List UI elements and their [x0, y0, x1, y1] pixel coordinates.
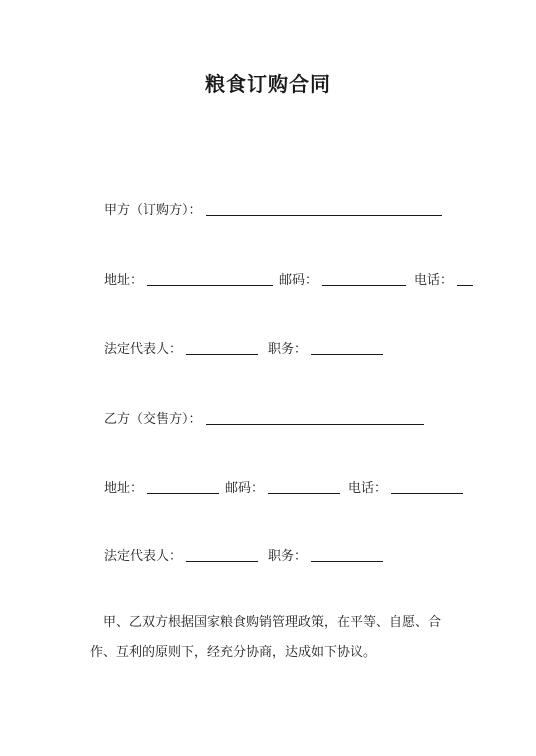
party-b-legal-rep-label: 法定代表人： — [104, 549, 183, 564]
party-a-line — [104, 198, 446, 218]
party-b-position-label: 职务： — [268, 549, 308, 564]
party-b-position-blank — [311, 547, 383, 562]
party-a-postcode-label: 邮码： — [279, 273, 319, 288]
party-b-legal-rep-line — [104, 544, 387, 564]
party-b-address-line — [104, 476, 467, 496]
party-b-phone-label: 电话： — [348, 481, 388, 496]
party-a-address-line — [104, 268, 477, 288]
party-b-legal-rep-blank — [186, 547, 258, 562]
preamble-paragraph: 甲、乙双方根据国家粮食购销管理政策，在平等、自愿、合作、互利的原则下，经充分协商，达成如下协议。 — [90, 615, 442, 660]
party-a-label: 甲方（订购方）： — [104, 203, 202, 218]
party-b-address-blank — [147, 479, 219, 494]
party-a-phone-blank — [457, 271, 473, 286]
party-b-address-label: 地址： — [104, 481, 144, 496]
party-b-label: 乙方（交售方）： — [104, 412, 202, 427]
party-a-address-blank — [147, 271, 273, 286]
party-b-phone-blank — [391, 479, 463, 494]
party-a-legal-rep-blank — [186, 340, 258, 355]
party-a-phone-label: 电话： — [414, 273, 454, 288]
party-a-position-label: 职务： — [268, 342, 308, 357]
party-b-blank — [206, 410, 424, 425]
party-a-blank — [206, 201, 442, 216]
party-b-line — [104, 407, 428, 427]
party-b-postcode-label: 邮码： — [225, 481, 265, 496]
party-a-address-label: 地址： — [104, 273, 144, 288]
party-b-postcode-blank — [268, 479, 340, 494]
party-a-position-blank — [311, 340, 383, 355]
party-a-legal-rep-label: 法定代表人： — [104, 342, 183, 357]
party-a-legal-rep-line — [104, 337, 387, 357]
party-a-postcode-blank — [322, 271, 406, 286]
document-title: 粮食订购合同 — [205, 72, 331, 96]
